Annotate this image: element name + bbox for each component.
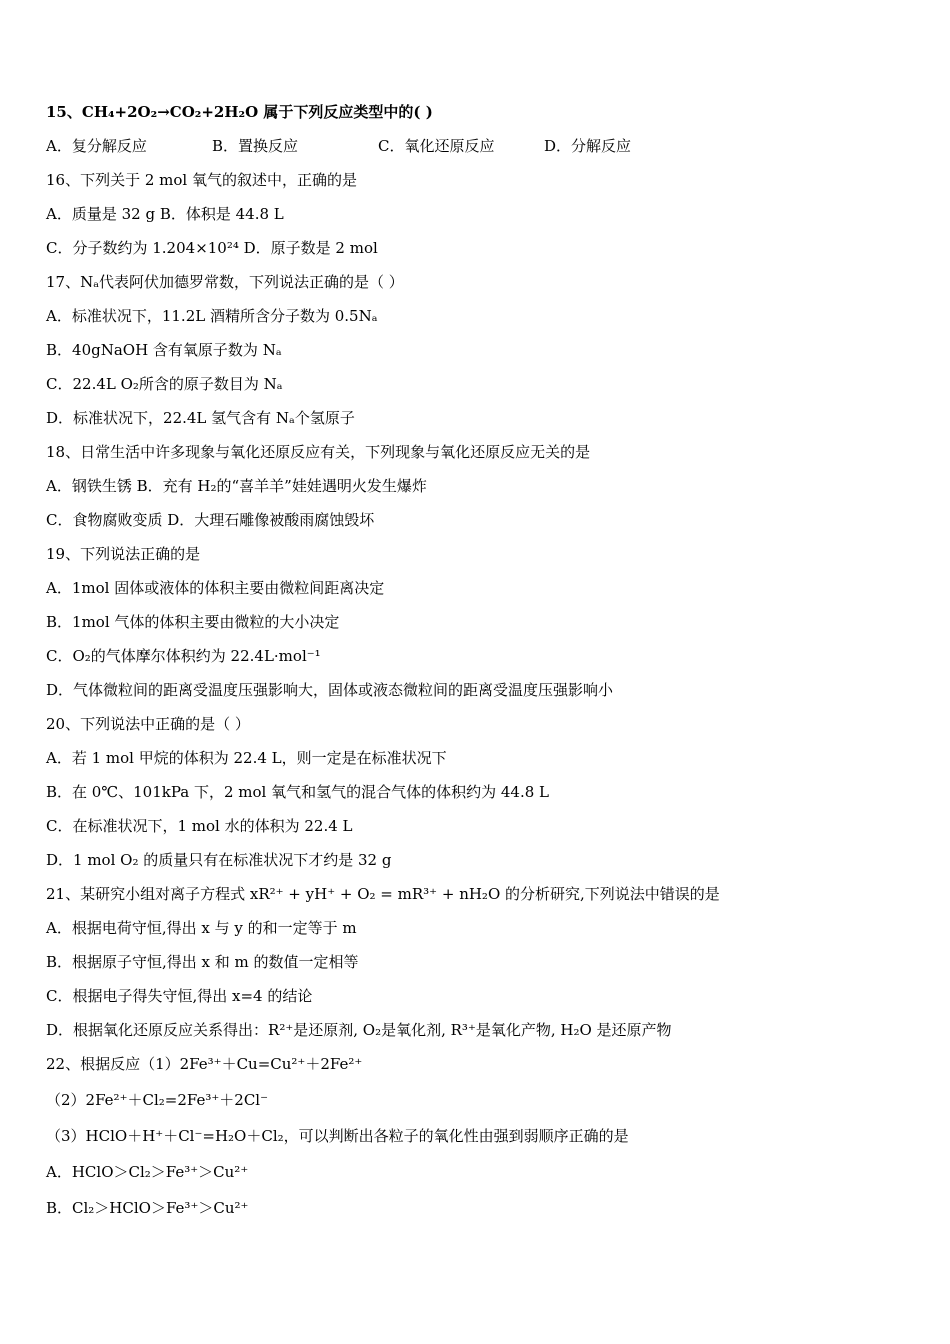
q21-option-c: C．根据电子得失守恒,得出 x=4 的结论: [46, 987, 313, 1005]
q18-options-ab: A．钢铁生锈 B．充有 H₂的“喜羊羊”娃娃遇明火发生爆炸: [46, 477, 427, 495]
q20-option-c: C．在标准状况下，1 mol 水的体积为 22.4 L: [46, 817, 353, 835]
q22-option-b: B．Cl₂＞HClO＞Fe³⁺＞Cu²⁺: [46, 1199, 249, 1217]
q19-option-d: D．气体微粒间的距离受温度压强影响大，固体或液态微粒间的距离受温度压强影响小: [46, 681, 614, 699]
q19-option-b: B．1mol 气体的体积主要由微粒的大小决定: [46, 613, 340, 631]
q21-option-a: A．根据电荷守恒,得出 x 与 y 的和一定等于 m: [46, 919, 357, 937]
q21-option-d: D．根据氧化还原反应关系得出：R²⁺是还原剂, O₂是氧化剂, R³⁺是氧化产物, H₂O 是还原产物: [46, 1021, 672, 1039]
q22-stem: 22、根据反应（1）2Fe³⁺＋Cu=Cu²⁺＋2Fe²⁺: [46, 1055, 363, 1073]
q15-option-d: D．分解反应: [544, 137, 632, 155]
q15-option-b: B．置换反应: [212, 137, 299, 155]
q15-stem: 15、CH₄+2O₂→CO₂+2H₂O 属于下列反应类型中的( ): [46, 103, 433, 121]
q22-reaction-2: （2）2Fe²⁺＋Cl₂=2Fe³⁺＋2Cl⁻: [46, 1091, 269, 1109]
q18-options-cd: C．食物腐败变质 D．大理石雕像被酸雨腐蚀毁坏: [46, 511, 375, 529]
q20-stem: 20、下列说法中正确的是（ ）: [46, 715, 250, 733]
q15-option-c: C．氧化还原反应: [378, 137, 495, 155]
q16-options-ab: A．质量是 32 g B．体积是 44.8 L: [46, 205, 284, 223]
q15-option-a: A．复分解反应: [46, 137, 147, 155]
q17-option-b: B．40gNaOH 含有氧原子数为 Nₐ: [46, 341, 282, 359]
q17-option-a: A．标准状况下，11.2L 酒精所含分子数为 0.5Nₐ: [46, 307, 378, 325]
q20-option-b: B．在 0℃、101kPa 下，2 mol 氧气和氢气的混合气体的体积约为 44.8 L: [46, 783, 549, 801]
q22-option-a: A．HClO＞Cl₂＞Fe³⁺＞Cu²⁺: [46, 1163, 249, 1181]
q17-stem: 17、Nₐ代表阿伏加德罗常数，下列说法正确的是（ ）: [46, 273, 404, 291]
q16-options-cd: C．分子数约为 1.204×10²⁴ D．原子数是 2 mol: [46, 239, 378, 257]
q20-option-a: A．若 1 mol 甲烷的体积为 22.4 L，则一定是在标准状况下: [46, 749, 447, 767]
q20-option-d: D．1 mol O₂ 的质量只有在标准状况下才约是 32 g: [46, 851, 392, 869]
q19-option-c: C．O₂的气体摩尔体积约为 22.4L·mol⁻¹: [46, 647, 321, 665]
q17-option-d: D．标准状况下，22.4L 氢气含有 Nₐ个氢原子: [46, 409, 355, 427]
q15-options: [46, 136, 910, 156]
q22-reaction-3: （3）HClO＋H⁺＋Cl⁻=H₂O＋Cl₂，可以判断出各粒子的氧化性由强到弱顺序正确的是: [46, 1127, 629, 1145]
q19-option-a: A．1mol 固体或液体的体积主要由微粒间距离决定: [46, 579, 385, 597]
q19-stem: 19、下列说法正确的是: [46, 545, 201, 563]
q21-option-b: B．根据原子守恒,得出 x 和 m 的数值一定相等: [46, 953, 359, 971]
q17-option-c: C．22.4L O₂所含的原子数目为 Nₐ: [46, 375, 283, 393]
q16-stem: 16、下列关于 2 mol 氧气的叙述中，正确的是: [46, 171, 357, 189]
q18-stem: 18、日常生活中许多现象与氧化还原反应有关，下列现象与氧化还原反应无关的是: [46, 443, 591, 461]
q21-stem: 21、某研究小组对离子方程式 xR²⁺ + yH⁺ + O₂ = mR³⁺ + nH₂O 的分析研究,下列说法中错误的是: [46, 885, 720, 903]
